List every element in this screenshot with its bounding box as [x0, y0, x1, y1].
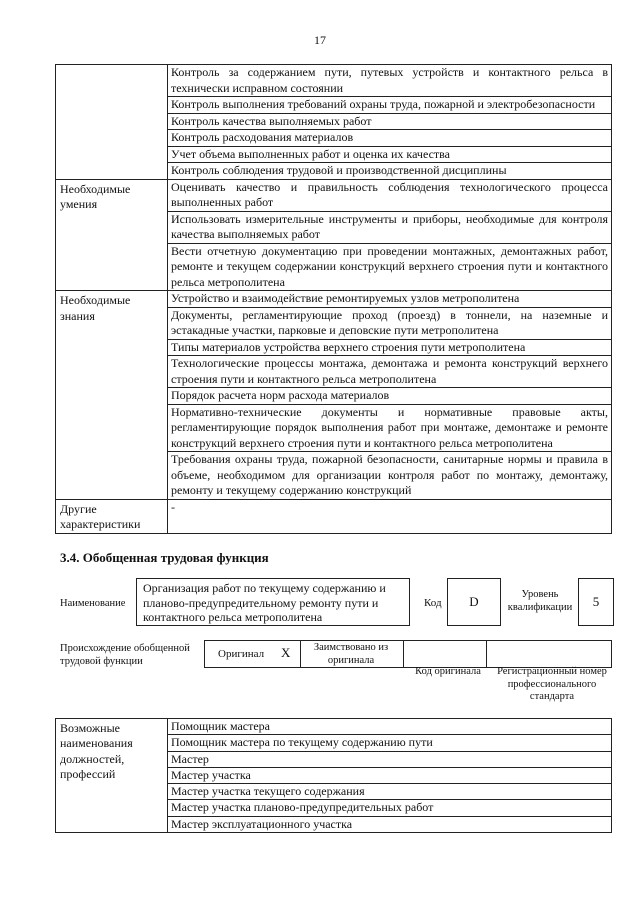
original-label: Оригинал: [218, 648, 265, 660]
table-cell: Нормативно-технические документы и нормативные правовые акты, регламентирующие порядок выполнения работ при монтаже, демонтаже и ремонте конструкций верхнего строения пути и контактного рельса метрополитена: [168, 404, 612, 452]
table-cell: Оценивать качество и правильность соблюдения технологического процесса выполненных работ: [168, 179, 612, 211]
borrowed-label: Заимствовано из оригинала: [313, 642, 389, 666]
job-title-item: Мастер участка: [168, 767, 612, 783]
origin-divider-2: [403, 640, 404, 668]
table-cell: Технологические процессы монтажа, демонтажа и ремонта конструкций верхнего строения пути и контактного рельса метрополитена: [168, 356, 612, 388]
origin-box: [204, 640, 612, 668]
job-title-item: Помощник мастера: [168, 719, 612, 735]
origin-label: Происхождение обобщенной трудовой функции: [60, 643, 190, 667]
function-name-value: Организация работ по текущему содержанию и планово-предупредительному ремонту пути и контактного рельса метрополитена: [143, 581, 386, 624]
table-cell: Требования охраны труда, пожарной безопасности, санитарные нормы и правила в объеме, необходимом для организации контроля работ по монтажу, демонтажу, ремонту и текущему содержанию конструкций: [168, 452, 612, 500]
table-row: [56, 65, 612, 97]
table-row: [56, 179, 612, 211]
code-value: D: [469, 594, 479, 609]
row-group-label: Необходимые знания: [56, 291, 168, 500]
table-cell: Контроль выполнения требований охраны труда, пожарной и электробезопасности: [168, 97, 612, 114]
code-label: Код: [424, 597, 442, 609]
row-group-label: [56, 65, 168, 180]
original-mark: X: [281, 645, 291, 660]
table-cell: Типы материалов устройства верхнего строения пути метрополитена: [168, 339, 612, 356]
level-value: 5: [592, 594, 600, 609]
job-titles-table: [55, 718, 612, 833]
table-cell: Документы, регламентирующие проход (проезд) в тоннели, на наземные и эстакадные участки, парковые и деповские пути метрополитена: [168, 307, 612, 339]
code-box: [447, 578, 501, 626]
job-titles-label: Возможные наименования должностей, профессий: [56, 719, 168, 833]
page-number: 17: [314, 33, 326, 47]
table-cell: Устройство и взаимодействие ремонтируемых узлов метрополитена: [168, 291, 612, 308]
job-title-item: Мастер участка текущего содержания: [168, 784, 612, 800]
table-cell: Контроль за содержанием пути, путевых устройств и контактного рельса в технически исправном состоянии: [168, 65, 612, 97]
table-cell: Контроль качества выполняемых работ: [168, 113, 612, 130]
table-row: [56, 499, 612, 533]
name-label: Наименование: [60, 598, 126, 609]
table-cell: Вести отчетную документацию при проведении монтажных, демонтажных работ, ремонте и текущем содержании конструкций верхнего строения пути и контактного рельса метрополитена: [168, 243, 612, 291]
function-name-box: [136, 578, 410, 626]
table-cell: Порядок расчета норм расхода материалов: [168, 388, 612, 405]
job-title-item: Мастер: [168, 751, 612, 767]
code-caption: Код оригинала: [415, 666, 481, 677]
row-group-label: Необходимые умения: [56, 179, 168, 291]
table-cell: Учет объема выполненных работ и оценка их качества: [168, 146, 612, 163]
level-label: Уровень квалификации: [507, 589, 573, 613]
origin-divider-1: [300, 640, 301, 668]
table-row: [56, 719, 612, 735]
table-cell: Контроль соблюдения трудовой и производственной дисциплины: [168, 163, 612, 180]
row-group-label: Другие характеристики: [56, 499, 168, 533]
table-cell: Контроль расходования материалов: [168, 130, 612, 147]
table-row: [56, 291, 612, 308]
job-title-item: Помощник мастера по текущему содержанию пути: [168, 735, 612, 751]
level-box: [578, 578, 614, 626]
reg-caption: Регистрационный номер профессионального стандарта: [497, 666, 607, 702]
job-title-item: Мастер эксплуатационного участка: [168, 816, 612, 832]
table-cell: Использовать измерительные инструменты и приборы, необходимые для контроля качества выполняемых работ: [168, 211, 612, 243]
section-title: 3.4. Обобщенная трудовая функция: [60, 550, 269, 565]
competencies-table: [55, 64, 612, 534]
job-title-item: Мастер участка планово-предупредительных работ: [168, 800, 612, 816]
origin-divider-3: [486, 640, 487, 668]
table-cell: -: [168, 499, 612, 533]
